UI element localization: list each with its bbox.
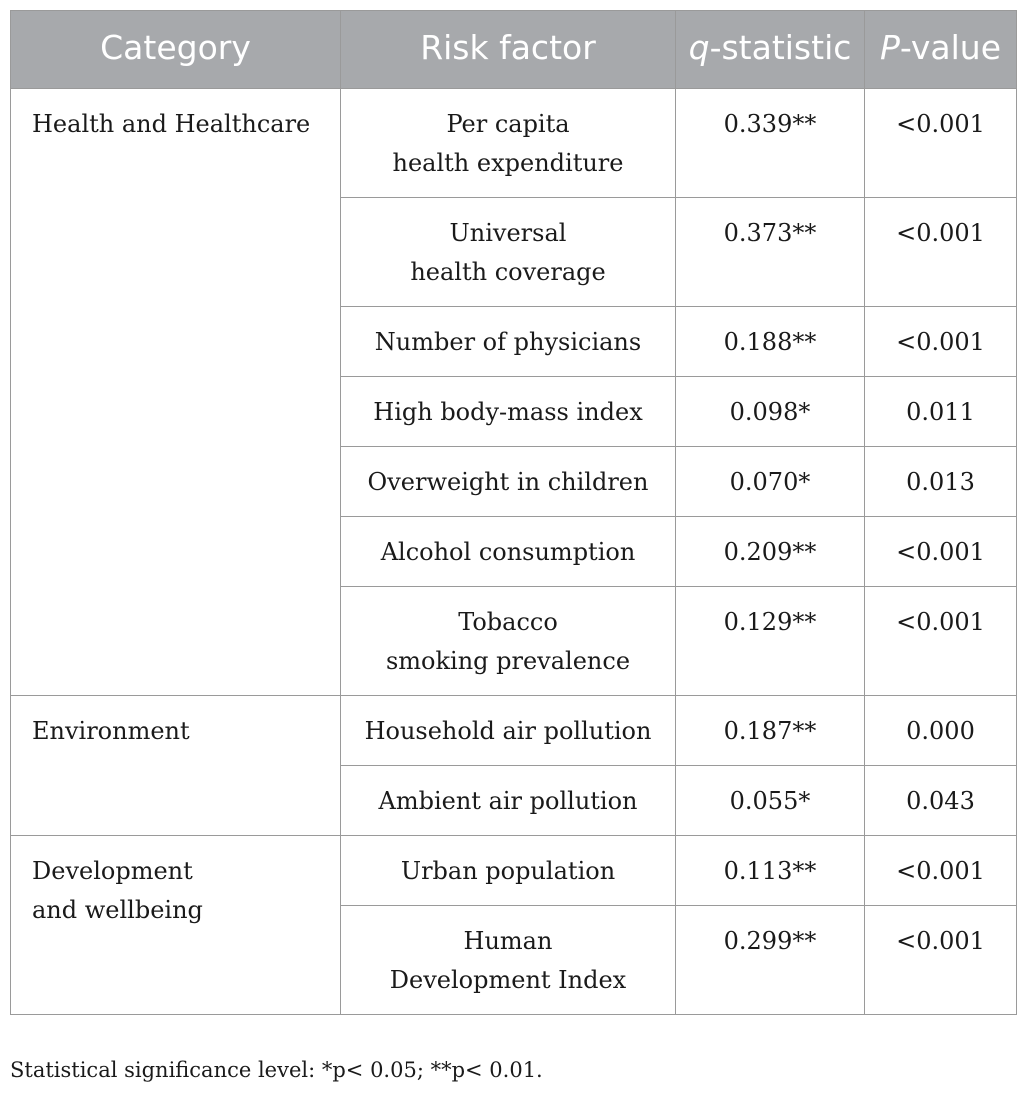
category-cell-health <box>11 89 341 696</box>
risk-factor-cell <box>341 517 676 587</box>
p-value: 0.043 <box>906 787 975 815</box>
category-label: Environment <box>32 717 190 745</box>
risk-factor-cell <box>341 766 676 836</box>
p-value-cell <box>865 696 1017 766</box>
q-statistic-cell <box>676 906 865 1015</box>
category-cell-environment <box>11 696 341 836</box>
q-value: 0.187** <box>723 717 817 745</box>
p-value: <0.001 <box>896 328 985 356</box>
q-value: 0.055* <box>729 787 811 815</box>
header-risk-factor <box>341 11 676 89</box>
risk-factor-table <box>10 10 1017 1015</box>
risk-factor-cell <box>341 377 676 447</box>
header-q-suffix: -statistic <box>709 28 852 67</box>
p-value-cell <box>865 198 1017 307</box>
p-value-cell <box>865 307 1017 377</box>
risk-factor-cell <box>341 447 676 517</box>
p-value: <0.001 <box>896 927 985 955</box>
risk-factor-cell <box>341 89 676 198</box>
header-category-label: Category <box>100 28 251 67</box>
q-value: 0.373** <box>723 219 817 247</box>
p-value: <0.001 <box>896 608 985 636</box>
factor-line2: Development Index <box>389 966 627 994</box>
factor-line1: Tobacco <box>458 608 558 636</box>
factor-line2: health coverage <box>410 258 606 286</box>
q-value: 0.188** <box>723 328 817 356</box>
factor-line1: Overweight in children <box>367 468 649 496</box>
header-category <box>11 11 341 89</box>
q-value: 0.098* <box>729 398 811 426</box>
factor-line1: Universal <box>449 219 567 247</box>
p-value: 0.013 <box>906 468 975 496</box>
q-statistic-cell <box>676 198 865 307</box>
q-value: 0.339** <box>723 110 817 138</box>
factor-line1: Alcohol consumption <box>380 538 636 566</box>
q-statistic-cell <box>676 696 865 766</box>
risk-factor-cell <box>341 198 676 307</box>
table-row <box>11 696 1017 766</box>
q-statistic-cell <box>676 517 865 587</box>
header-q-statistic <box>676 11 865 89</box>
p-value: 0.011 <box>906 398 975 426</box>
p-value: <0.001 <box>896 857 985 885</box>
results-table-container <box>10 10 1016 1015</box>
q-statistic-cell <box>676 766 865 836</box>
header-q-italic: q <box>688 28 710 67</box>
q-statistic-cell <box>676 447 865 517</box>
q-statistic-cell <box>676 587 865 696</box>
risk-factor-cell <box>341 836 676 906</box>
factor-line2: health expenditure <box>392 149 624 177</box>
table-header-row <box>11 11 1017 89</box>
p-value-cell <box>865 906 1017 1015</box>
q-statistic-cell <box>676 377 865 447</box>
factor-line1: Human <box>463 927 553 955</box>
factor-line1: Household air pollution <box>364 717 652 745</box>
p-value: 0.000 <box>906 717 975 745</box>
factor-line1: Number of physicians <box>374 328 642 356</box>
p-value-cell <box>865 766 1017 836</box>
header-p-value <box>865 11 1017 89</box>
category-label-line2: and wellbeing <box>32 896 203 924</box>
p-value-cell <box>865 447 1017 517</box>
p-value-cell <box>865 89 1017 198</box>
table-row <box>11 89 1017 198</box>
p-value-cell <box>865 836 1017 906</box>
risk-factor-cell <box>341 696 676 766</box>
q-value: 0.129** <box>723 608 817 636</box>
factor-line2: smoking prevalence <box>385 647 631 675</box>
category-cell-development <box>11 836 341 1015</box>
risk-factor-cell <box>341 587 676 696</box>
q-statistic-cell <box>676 89 865 198</box>
category-label: Health and Healthcare <box>32 110 311 138</box>
p-value: <0.001 <box>896 538 985 566</box>
header-risk-factor-label: Risk factor <box>420 28 596 67</box>
p-value: <0.001 <box>896 110 985 138</box>
p-value-cell <box>865 587 1017 696</box>
q-value: 0.299** <box>723 927 817 955</box>
table-row <box>11 836 1017 906</box>
q-value: 0.113** <box>723 857 817 885</box>
q-statistic-cell <box>676 836 865 906</box>
significance-footnote: Statistical significance level: *p< 0.05; **p< 0.01. <box>10 1058 543 1082</box>
factor-line1: Per capita <box>446 110 570 138</box>
factor-line1: Ambient air pollution <box>378 787 638 815</box>
p-value: <0.001 <box>896 219 985 247</box>
header-p-italic: P <box>879 28 900 67</box>
factor-line1: High body-mass index <box>373 398 643 426</box>
risk-factor-cell <box>341 906 676 1015</box>
factor-line1: Urban population <box>400 857 616 885</box>
header-p-suffix: -value <box>899 28 1002 67</box>
risk-factor-cell <box>341 307 676 377</box>
category-label-line1: Development <box>32 857 193 885</box>
q-value: 0.209** <box>723 538 817 566</box>
q-statistic-cell <box>676 307 865 377</box>
p-value-cell <box>865 517 1017 587</box>
p-value-cell <box>865 377 1017 447</box>
q-value: 0.070* <box>729 468 811 496</box>
